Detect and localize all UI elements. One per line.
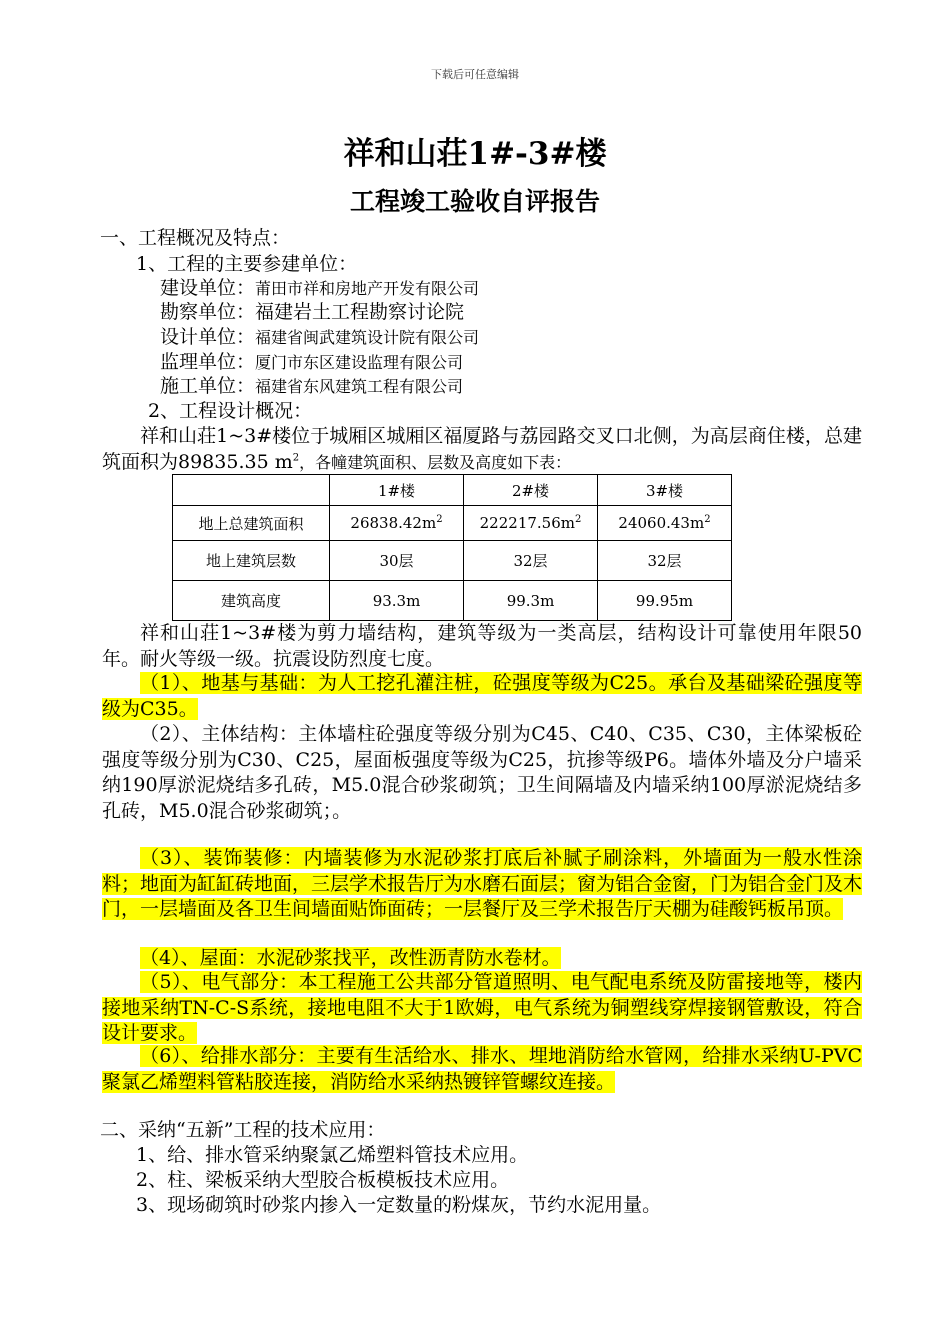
unit-label: 监理单位： bbox=[160, 351, 256, 373]
page-header-note: 下载后可任意编辑 bbox=[431, 68, 519, 81]
unit-row-survey bbox=[160, 300, 464, 325]
document-title: 祥和山荘1#-3#楼 bbox=[343, 136, 607, 172]
document-subtitle: 工程竣工验收自评报告 bbox=[349, 187, 600, 216]
table-cell: 30层 bbox=[330, 541, 464, 581]
section1-sub1-heading: 1、工程的主要参建单位： bbox=[136, 253, 358, 275]
table-cell: $24060.43m^2$ bbox=[598, 506, 732, 541]
item-decoration bbox=[102, 846, 862, 923]
unit-row-design bbox=[160, 325, 479, 350]
table-row bbox=[173, 506, 732, 541]
item-main-structure bbox=[102, 722, 862, 824]
highlighted-text: （4）、屋面：水泥砂浆找平，改性沥青防水卷材。 bbox=[140, 947, 561, 969]
unit-value: 厦门市东区建设监理有限公司 bbox=[255, 353, 464, 372]
table-row bbox=[173, 541, 732, 581]
unit-label: 施工单位： bbox=[160, 375, 256, 397]
highlighted-text: （6）、给排水部分：主要有生活给水、排水、埋地消防给水管网，给排水采纳U-PVC聚氯乙烯塑料管粘胶连接，消防给水采纳热镀锌管螺纹连接。 bbox=[102, 1045, 862, 1093]
intro-text-end: ，各幢建筑面积、层数及高度如下表： bbox=[299, 452, 572, 472]
table-cell: 99.95m bbox=[598, 581, 732, 621]
highlighted-text: （3）、装饰装修：内墙装修为水泥砂浆打底后补腻子刷涂料，外墙面为一般水性涂料；地面为缸缸砖地面，三层学术报告厅为水磨石面层；窗为铝合金窗，门为铝合金门及木门，一层墙面及各卫生间墙面贴饰面砖；一层餐厅及三学术报告厅天棚为硅酸钙板吊顶。 bbox=[102, 847, 863, 921]
table-row-label: 地上建筑层数 bbox=[173, 541, 330, 581]
structure-paragraph: 祥和山荘1~3#楼为剪力墙结构，建筑等级为一类高层，结构设计可靠使用年限50年。耐火等级一级。抗震设防烈度七度。 bbox=[102, 622, 862, 670]
table-cell: 93.3m bbox=[330, 581, 464, 621]
table-cell: $26838.42m^2$ bbox=[330, 506, 464, 541]
item-foundation bbox=[102, 671, 862, 722]
unit-value: 福建省闽武建筑设计院有限公司 bbox=[255, 328, 480, 347]
table-header-row bbox=[173, 475, 732, 506]
table-row bbox=[173, 581, 732, 621]
unit-value: 福建省东风建筑工程有限公司 bbox=[255, 377, 464, 396]
intro-text: 祥和山荘1~3#楼位于城厢区城厢区福厦路与荔园路交叉口北侧，为高层商住楼，总建筑面积为89835.35 m bbox=[102, 425, 862, 473]
table-row-label: 建筑高度 bbox=[173, 581, 330, 621]
tech-item: 3、现场砌筑时砂浆内掺入一定数量的粉煤灰，节约水泥用量。 bbox=[136, 1194, 662, 1216]
tech-item: 2、柱、梁板采纳大型胶合板模板技术应用。 bbox=[136, 1169, 510, 1191]
table-header-cell: 3#楼 bbox=[598, 475, 732, 506]
highlighted-text: （1）、地基与基础：为人工挖孔灌注桩，砼强度等级为C25。承台及基础梁砼强度等级为C35。 bbox=[102, 672, 862, 720]
table-cell: 32层 bbox=[464, 541, 598, 581]
table-header-cell: 1#楼 bbox=[330, 475, 464, 506]
table-header-cell bbox=[173, 475, 330, 506]
highlighted-text: （5）、电气部分：本工程施工公共部分管道照明、电气配电系统及防雷接地等，楼内接地采纳TN-C-S系统，接地电阻不大于1欧姆，电气系统为铜塑线穿焊接钢管敷设，符合设计要求。 bbox=[102, 971, 862, 1045]
table-cell: 99.3m bbox=[464, 581, 598, 621]
building-specs-table bbox=[172, 474, 732, 621]
table-cell: $222217.56m^2$ bbox=[464, 506, 598, 541]
item-roof bbox=[102, 946, 862, 972]
unit-label: 勘察单位： bbox=[160, 301, 256, 323]
section2-heading: 二、采纳“五新”工程的技术应用： bbox=[100, 1119, 386, 1141]
section1-heading: 一、工程概况及特点： bbox=[100, 227, 291, 249]
unit-value: 福建岩土工程勘察讨论院 bbox=[255, 301, 465, 323]
unit-row-construction bbox=[160, 374, 463, 399]
unit-label: 设计单位： bbox=[160, 326, 256, 348]
unit-row-builder bbox=[160, 276, 479, 301]
section1-sub2-heading: 2、工程设计概况： bbox=[148, 400, 313, 422]
item-text: （2）、主体结构：主体墙柱砼强度等级分别为C45、C40、C35、C30，主体梁板砼强度等级分别为C30、C25，屋面板强度等级为C25，抗掺等级P6。墙体外墙及分户墙采纳190厚淤泥烧结多孔砖，M5.0混合砂浆砌筑；卫生间隔墙及内墙采纳100厚淤泥烧结多孔砖，M5.0混合砂浆砌筑；。 bbox=[102, 723, 862, 822]
item-electrical bbox=[102, 970, 862, 1047]
tech-item: 1、给、排水管采纳聚氯乙烯塑料管技术应用。 bbox=[136, 1144, 529, 1166]
unit-row-supervision bbox=[160, 350, 463, 375]
table-header-cell: 2#楼 bbox=[464, 475, 598, 506]
area-unit-sup: 2 bbox=[292, 452, 300, 464]
unit-value: 莆田市祥和房地产开发有限公司 bbox=[255, 279, 480, 298]
table-cell: 32层 bbox=[598, 541, 732, 581]
item-plumbing bbox=[102, 1044, 862, 1095]
unit-label: 建设单位： bbox=[160, 277, 256, 299]
table-row-label: 地上总建筑面积 bbox=[173, 506, 330, 541]
design-intro-paragraph bbox=[102, 424, 862, 475]
